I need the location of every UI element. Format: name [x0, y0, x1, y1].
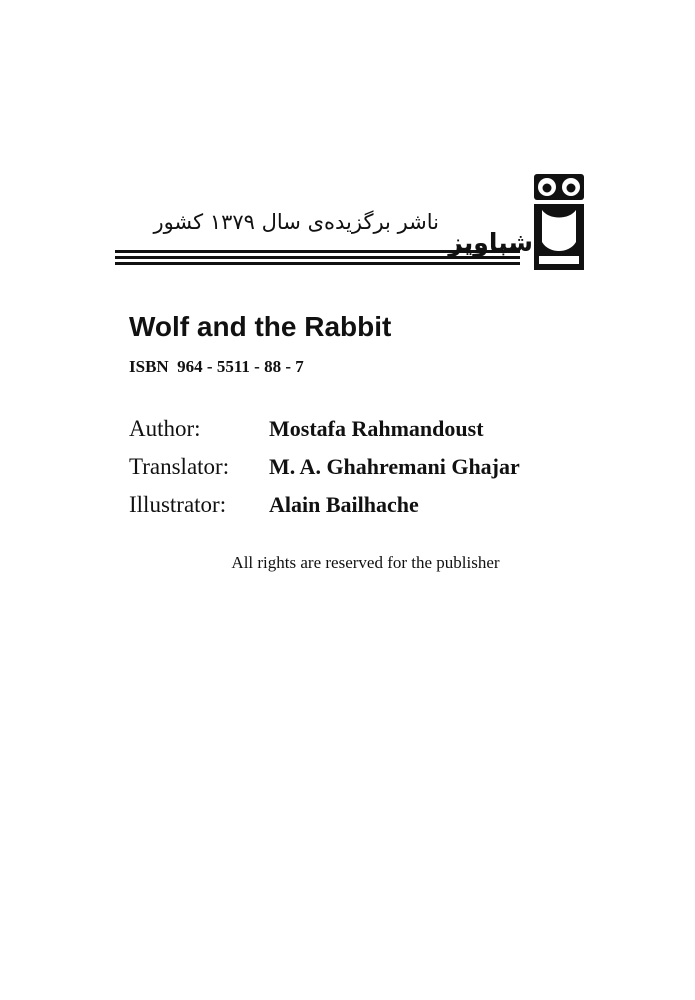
- credit-author: [129, 410, 520, 448]
- publisher-tagline: ناشر برگزیده‌ی سال ۱۳۷۹ کشور: [153, 210, 439, 234]
- credit-translator: [129, 448, 520, 486]
- credit-value: Alain Bailhache: [269, 492, 419, 517]
- credit-value: Mostafa Rahmandoust: [269, 416, 484, 441]
- credits-list: [129, 410, 520, 524]
- publisher-brand: شباویز: [448, 228, 533, 257]
- credit-value: M. A. Ghahremani Ghajar: [269, 454, 520, 479]
- header-rule: [115, 262, 520, 265]
- credit-label: Translator:: [129, 454, 230, 479]
- owl-book-logo-icon: [531, 170, 587, 274]
- book-title: Wolf and the Rabbit: [129, 311, 392, 342]
- credit-label: Author:: [129, 416, 201, 441]
- isbn: ISBN 964 - 5511 - 88 - 7: [129, 357, 304, 376]
- rights-notice: All rights are reserved for the publisher: [231, 553, 500, 572]
- publisher-header: [115, 170, 587, 278]
- credit-label: Illustrator:: [129, 492, 227, 517]
- credit-illustrator: [129, 486, 520, 524]
